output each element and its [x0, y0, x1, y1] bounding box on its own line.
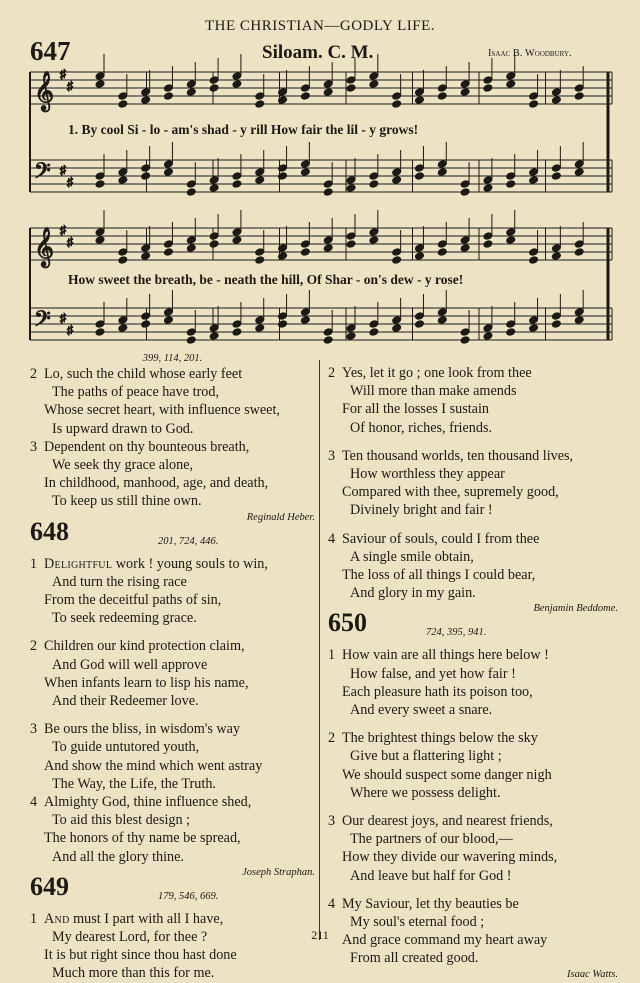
- note-head: [392, 248, 402, 257]
- hymn-648-refs: 201, 724, 446.: [158, 535, 219, 547]
- note-head: [414, 244, 424, 253]
- verse-line: The loss of all things I could bear,: [342, 567, 536, 584]
- note-head: [346, 76, 356, 85]
- note-head: [95, 236, 105, 245]
- note-head: [300, 160, 310, 169]
- note-head: [460, 244, 470, 253]
- stanza-number: 3: [30, 721, 38, 738]
- verse-line: And leave but half for God !: [350, 867, 512, 884]
- verse-line: When infants learn to lisp his name,: [44, 674, 249, 691]
- note-head: [95, 172, 105, 181]
- note-head: [437, 316, 447, 325]
- note-head: [95, 228, 105, 237]
- note-head: [118, 248, 128, 257]
- verse-line: How vain are all things here below !: [342, 647, 549, 664]
- sharp-sign: ♯: [60, 223, 66, 237]
- note-head: [506, 320, 516, 329]
- stanza: [30, 637, 315, 710]
- note-head: [323, 188, 333, 197]
- note-head: [186, 88, 196, 97]
- stanza-number: 2: [30, 638, 38, 655]
- note-head: [437, 308, 447, 317]
- verse-line: Children our kind protection claim,: [44, 638, 245, 655]
- verse-line: To aid this blest design ;: [52, 812, 191, 829]
- note-head: [346, 324, 356, 333]
- note-head: [551, 252, 561, 261]
- note-head: [369, 180, 379, 189]
- note-head: [141, 164, 151, 173]
- note-head: [529, 316, 539, 325]
- note-head: [392, 316, 402, 325]
- note-head: [141, 252, 151, 261]
- stanza: [328, 646, 618, 719]
- note-head: [186, 180, 196, 189]
- note-head: [232, 80, 242, 89]
- note-head: [369, 228, 379, 237]
- verse-line: Is upward drawn to God.: [52, 420, 194, 437]
- note-head: [323, 180, 333, 189]
- verse-line: My dearest Lord, for thee ?: [52, 929, 208, 946]
- stanza: [328, 364, 618, 437]
- note-head: [574, 92, 584, 101]
- note-head: [209, 240, 219, 249]
- verse-line: How they divide our wavering minds,: [342, 849, 558, 866]
- note-head: [574, 248, 584, 257]
- stanza-number: 3: [30, 438, 38, 455]
- hymn-649-refs: 179, 546, 669.: [158, 890, 219, 902]
- note-head: [506, 180, 516, 189]
- note-head: [369, 328, 379, 337]
- note-head: [529, 92, 539, 101]
- note-head: [529, 100, 539, 109]
- verse-line: must I part with all I have,: [69, 910, 224, 927]
- hymn-650-author: Isaac Watts.: [567, 968, 618, 980]
- note-head: [392, 176, 402, 185]
- note-head: [437, 160, 447, 169]
- verse-line: And their Redeemer love.: [52, 693, 199, 710]
- note-head: [437, 84, 447, 93]
- note-head: [551, 172, 561, 181]
- note-head: [323, 88, 333, 97]
- verse-line: And all the glory thine.: [52, 848, 184, 865]
- note-head: [255, 248, 265, 257]
- note-head: [163, 92, 173, 101]
- verse-line: In childhood, manhood, age, and death,: [44, 475, 269, 492]
- note-head: [483, 84, 493, 93]
- note-head: [232, 328, 242, 337]
- note-head: [300, 92, 310, 101]
- verse-line: Compared with thee, supremely good,: [342, 484, 559, 501]
- note-head: [186, 328, 196, 337]
- verse-line: Whose secret heart, with influence sweet,: [44, 402, 280, 419]
- note-head: [414, 164, 424, 173]
- sharp-sign: ♯: [60, 163, 66, 177]
- stanza: [30, 720, 315, 793]
- verse-line: The Way, the Life, the Truth.: [52, 775, 216, 792]
- note-head: [141, 320, 151, 329]
- note-head: [255, 316, 265, 325]
- note-head: [346, 232, 356, 241]
- note-head: [460, 236, 470, 245]
- note-head: [574, 168, 584, 177]
- stanza: [328, 729, 618, 802]
- treble-clef: 𝄞: [34, 71, 55, 111]
- note-head: [323, 328, 333, 337]
- verse-line: From all created good.: [350, 950, 479, 967]
- note-head: [414, 320, 424, 329]
- verse-line: To guide untutored youth,: [52, 739, 200, 756]
- verse-line: Almighty God, thine influence shed,: [44, 794, 252, 811]
- note-head: [483, 184, 493, 193]
- note-head: [369, 80, 379, 89]
- note-head: [323, 336, 333, 345]
- stanza-number: 4: [328, 530, 336, 547]
- verse-line: From the deceitful paths of sin,: [44, 592, 222, 609]
- note-head: [323, 80, 333, 89]
- note-head: [574, 160, 584, 169]
- note-head: [232, 180, 242, 189]
- note-head: [346, 240, 356, 249]
- note-head: [163, 248, 173, 257]
- note-head: [163, 84, 173, 93]
- note-head: [574, 308, 584, 317]
- note-head: [323, 244, 333, 253]
- verse-line: And every sweet a snare.: [350, 702, 493, 719]
- note-head: [483, 240, 493, 249]
- sharp-sign: ♯: [67, 175, 73, 189]
- note-head: [460, 336, 470, 345]
- composer: Isaac B. Woodbury.: [488, 48, 572, 59]
- note-head: [141, 312, 151, 321]
- note-head: [460, 328, 470, 337]
- note-head: [300, 308, 310, 317]
- note-head: [118, 316, 128, 325]
- note-head: [209, 184, 219, 193]
- note-head: [506, 172, 516, 181]
- verse-line: Much more than this for me.: [52, 965, 215, 982]
- note-head: [369, 320, 379, 329]
- note-head: [232, 72, 242, 81]
- stanza: [30, 365, 315, 438]
- note-head: [209, 76, 219, 85]
- note-head: [529, 324, 539, 333]
- stanza-number: 1: [30, 555, 38, 572]
- verse-line: Will more than make amends: [350, 383, 517, 400]
- stanza: [328, 812, 618, 885]
- verse-line: Where we possess delight.: [350, 784, 501, 801]
- note-head: [392, 100, 402, 109]
- note-head: [574, 240, 584, 249]
- note-head: [300, 316, 310, 325]
- hymn-650-refs: 724, 395, 941.: [426, 627, 487, 639]
- verse-line: Give but a flattering light ;: [350, 748, 502, 765]
- note-head: [118, 168, 128, 177]
- note-head: [506, 328, 516, 337]
- note-head: [346, 184, 356, 193]
- note-head: [392, 324, 402, 333]
- verse-line: The brightest things below the sky: [342, 730, 538, 747]
- stanza-number: 2: [328, 730, 336, 747]
- note-head: [414, 96, 424, 105]
- verse-line: How worthless they appear: [350, 466, 505, 483]
- note-head: [300, 84, 310, 93]
- note-head: [232, 320, 242, 329]
- verse-line: Each pleasure hath its poison too,: [342, 683, 533, 700]
- stanza-number: 1: [30, 910, 38, 927]
- verse-line: And show the mind which went astray: [44, 757, 263, 774]
- note-head: [209, 176, 219, 185]
- lyric-line-2: How sweet the breath, be - neath the hill, Of Shar - on's dew - y rose!: [68, 272, 464, 287]
- note-head: [209, 332, 219, 341]
- stanza: [30, 438, 315, 511]
- note-head: [392, 168, 402, 177]
- note-head: [255, 168, 265, 177]
- note-head: [141, 88, 151, 97]
- right-column: [328, 364, 618, 982]
- verse-line: And turn the rising race: [52, 573, 187, 590]
- note-head: [369, 172, 379, 181]
- note-head: [483, 176, 493, 185]
- note-head: [460, 180, 470, 189]
- bass-clef: 𝄢: [34, 159, 51, 189]
- stanza: [30, 555, 315, 628]
- note-head: [574, 316, 584, 325]
- note-head: [529, 256, 539, 265]
- note-head: [529, 176, 539, 185]
- note-head: [300, 240, 310, 249]
- note-head: [460, 80, 470, 89]
- verse-line: A single smile obtain,: [350, 548, 474, 565]
- note-head: [95, 72, 105, 81]
- note-head: [118, 176, 128, 185]
- hymn-647-refs: 399, 114, 201.: [142, 353, 203, 364]
- stanza-number: 4: [30, 794, 38, 811]
- note-head: [141, 244, 151, 253]
- note-head: [369, 236, 379, 245]
- stanza-number: 3: [328, 813, 336, 830]
- note-head: [414, 172, 424, 181]
- verse-line: Lo, such the child whose early feet: [44, 366, 243, 382]
- sharp-sign: ♯: [67, 323, 73, 337]
- note-head: [163, 160, 173, 169]
- note-head: [232, 228, 242, 237]
- stanza-number: 2: [328, 365, 336, 381]
- note-head: [369, 72, 379, 81]
- note-head: [118, 324, 128, 333]
- note-head: [255, 92, 265, 101]
- verse-line: For all the losses I sustain: [342, 401, 489, 418]
- note-head: [141, 172, 151, 181]
- note-head: [95, 180, 105, 189]
- verse-line: To keep us still thine own.: [52, 493, 202, 510]
- hymn-649-number: 649: [30, 871, 69, 901]
- stanza: [30, 910, 315, 983]
- hymn-647-number: 647: [30, 36, 71, 66]
- note-head: [300, 248, 310, 257]
- stanza: [328, 530, 618, 603]
- verse-line: How false, and yet how fair !: [350, 665, 516, 682]
- note-head: [118, 92, 128, 101]
- lyric-line-1: 1. By cool Si - lo - am's shad - y rill How fair the lil - y grows!: [68, 122, 419, 137]
- note-head: [346, 176, 356, 185]
- verse-line: We seek thy grace alone,: [52, 457, 194, 474]
- note-head: [437, 92, 447, 101]
- verse-line: We should suspect some danger nigh: [342, 766, 552, 783]
- note-head: [346, 84, 356, 93]
- note-head: [392, 92, 402, 101]
- first-word: And: [44, 910, 70, 927]
- stanza-number: 4: [328, 895, 336, 912]
- hymn-648-author: Joseph Straphan.: [242, 866, 315, 878]
- bass-clef: 𝄢: [34, 307, 51, 337]
- note-head: [414, 252, 424, 261]
- note-head: [460, 188, 470, 197]
- note-head: [255, 256, 265, 265]
- note-head: [483, 76, 493, 85]
- note-head: [323, 236, 333, 245]
- treble-clef: 𝄞: [34, 227, 55, 267]
- note-head: [300, 168, 310, 177]
- note-head: [209, 84, 219, 93]
- verse-line: And glory in my gain.: [350, 585, 476, 602]
- note-head: [483, 232, 493, 241]
- note-head: [255, 176, 265, 185]
- note-head: [186, 336, 196, 345]
- verse-line: Divinely bright and fair !: [350, 502, 493, 519]
- verse-line: The honors of thy name be spread,: [44, 830, 241, 847]
- note-head: [232, 172, 242, 181]
- verse-line: My soul's eternal food ;: [350, 914, 485, 931]
- verse-line: Yes, let it go ; one look from thee: [342, 365, 532, 381]
- note-head: [529, 168, 539, 177]
- note-head: [163, 240, 173, 249]
- note-head: [95, 328, 105, 337]
- stanza-number: 3: [328, 447, 336, 464]
- note-head: [255, 100, 265, 109]
- tune-title: Siloam. C. M.: [262, 42, 374, 63]
- note-head: [551, 320, 561, 329]
- note-head: [163, 168, 173, 177]
- note-head: [551, 164, 561, 173]
- note-head: [414, 88, 424, 97]
- verse-line: Ten thousand worlds, ten thousand lives,: [342, 447, 574, 464]
- note-head: [551, 88, 561, 97]
- stanza: [328, 447, 618, 520]
- verse-line: Of honor, riches, friends.: [350, 419, 493, 436]
- verse-line: The paths of peace have trod,: [52, 384, 220, 401]
- note-head: [506, 80, 516, 89]
- note-head: [141, 96, 151, 105]
- verse-line: work ! young souls to win,: [112, 555, 268, 572]
- running-head: THE CHRISTIAN—GODLY LIFE.: [204, 18, 435, 34]
- page-number: 211: [311, 928, 329, 942]
- note-head: [186, 188, 196, 197]
- note-head: [437, 240, 447, 249]
- first-word: Delightful: [44, 555, 113, 572]
- left-column: [30, 352, 315, 983]
- hymn-649-author: Benjamin Beddome.: [533, 603, 618, 615]
- note-head: [483, 332, 493, 341]
- note-head: [506, 228, 516, 237]
- note-head: [483, 324, 493, 333]
- note-head: [506, 72, 516, 81]
- stanza-number: 1: [328, 647, 336, 664]
- note-head: [95, 320, 105, 329]
- note-head: [186, 80, 196, 89]
- music-score: [0, 0, 640, 360]
- note-head: [506, 236, 516, 245]
- verse-line: And grace command my heart away: [342, 932, 548, 949]
- note-head: [551, 96, 561, 105]
- note-head: [163, 308, 173, 317]
- note-head: [551, 244, 561, 253]
- note-head: [574, 84, 584, 93]
- note-head: [255, 324, 265, 333]
- sharp-sign: ♯: [67, 235, 73, 249]
- note-head: [392, 256, 402, 265]
- note-head: [551, 312, 561, 321]
- note-head: [232, 236, 242, 245]
- note-head: [346, 332, 356, 341]
- verse-line: Dependent on thy bounteous breath,: [44, 438, 250, 455]
- verse-line: Saviour of souls, could I from thee: [342, 530, 540, 547]
- note-head: [95, 80, 105, 89]
- note-head: [529, 248, 539, 257]
- verse-line: And God will well approve: [52, 656, 208, 673]
- stanza: [30, 793, 315, 866]
- sharp-sign: ♯: [60, 67, 66, 81]
- verse-line: To seek redeeming grace.: [52, 610, 197, 627]
- note-head: [209, 324, 219, 333]
- column-divider: [319, 360, 320, 940]
- sharp-sign: ♯: [60, 311, 66, 325]
- note-head: [118, 256, 128, 265]
- stanza-number: 2: [30, 366, 38, 382]
- note-head: [209, 232, 219, 241]
- note-head: [186, 236, 196, 245]
- note-head: [414, 312, 424, 321]
- verse-line: Be ours the bliss, in wisdom's way: [44, 721, 241, 738]
- verse-line: My Saviour, let thy beauties be: [342, 895, 519, 912]
- verse-line: It is but right since thou hast done: [44, 947, 237, 964]
- hymn-647-author: Reginald Heber.: [246, 511, 315, 523]
- hymn-650-number: 650: [328, 608, 367, 638]
- verse-line: The partners of our blood,—: [350, 831, 513, 848]
- verse-line: Our dearest joys, and nearest friends,: [342, 813, 553, 830]
- note-head: [460, 88, 470, 97]
- note-head: [118, 100, 128, 109]
- note-head: [437, 168, 447, 177]
- note-head: [163, 316, 173, 325]
- note-head: [437, 248, 447, 257]
- hymn-648-number: 648: [30, 516, 69, 546]
- note-head: [186, 244, 196, 253]
- sharp-sign: ♯: [67, 79, 73, 93]
